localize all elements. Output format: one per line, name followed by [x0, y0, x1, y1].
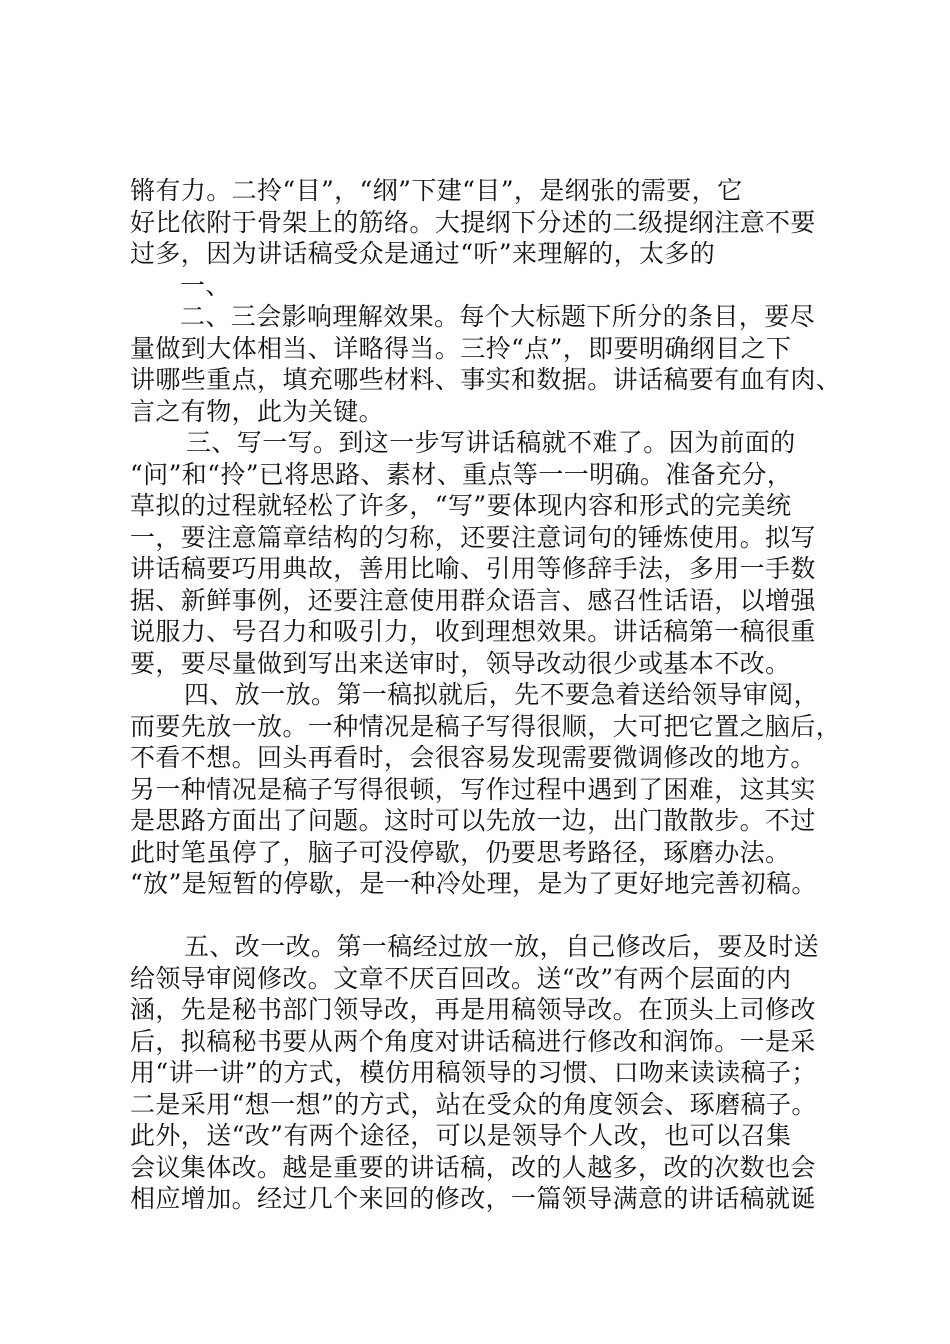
text-line: 五、改一改。第一稿经过放一放，自己修改后，要及时送 — [184, 932, 820, 961]
text-line: 另一种情况是稿子写得很顿，写作过程中遇到了困难，这其实 — [130, 774, 816, 804]
text-line: 量做到大体相当、详略得当。三拎“点”，即要明确纲目之下 — [130, 333, 792, 363]
text-line: 言之有物，此为关键。 — [130, 396, 385, 426]
text-line: 会议集体改。越是重要的讲话稿，改的人越多，改的次数也会 — [130, 1152, 816, 1182]
text-line: 三、写一写。到这一步写讲话稿就不难了。因为前面的 — [186, 428, 796, 457]
text-line: 二是采用“想一想”的方式，站在受众的角度领会、琢磨稿子。 — [130, 1089, 817, 1119]
text-line: 说服力、号召力和吸引力，收到理想效果。讲话稿第一稿很重 — [130, 617, 816, 646]
text-line: 而要先放一放。一种情况是稿子写得很顺，大可把它置之脑后， — [130, 711, 842, 741]
text-line: “放”是短暂的停歇，是一种冷处理，是为了更好地完善初稿。 — [130, 869, 817, 898]
text-line: 后，拟稿秘书要从两个角度对讲话稿进行修改和润饰。一是采 — [130, 1026, 816, 1056]
text-line: 讲话稿要巧用典故，善用比喻、引用等修辞手法，多用一手数 — [130, 554, 816, 583]
body-text — [130, 175, 850, 1215]
blank-line — [130, 900, 850, 932]
text-line: 涵，先是秘书部门领导改，再是用稿领导改。在顶头上司修改 — [130, 995, 816, 1024]
text-line: 讲哪些重点，填充哪些材料、事实和数据。讲话稿要有血有肉、 — [130, 365, 842, 394]
text-line: 据、新鲜事例，还要注意使用群众语言、感召性话语，以增强 — [130, 585, 816, 615]
text-line: 锵有力。二拎“目”，“纲”下建“目”，是纲张的需要，它 — [130, 176, 743, 205]
text-line: 给领导审阅修改。文章不厌百回改。送“改”有两个层面的内 — [130, 963, 792, 993]
text-line: 此时笔虽停了，脑子可没停歇，仍要思考路径，琢磨办法。 — [130, 837, 791, 867]
text-line: 好比依附于骨架上的筋络。大提纲下分述的二级提纲注意不要 — [130, 207, 816, 237]
text-line: 要，要尽量做到写出来送审时，领导改动很少或基本不改。 — [130, 648, 791, 678]
text-line: 不看不想。回头再看时，会很容易发现需要微调修改的地方。 — [130, 743, 816, 772]
text-line: 二、三会影响理解效果。每个大标题下所分的条目，要尽 — [180, 302, 816, 331]
text-line: 是思路方面出了问题。这时可以先放一边，出门散散步。不过 — [130, 806, 816, 835]
text-line: 过多，因为讲话稿受众是通过“听”来理解的，太多的 — [130, 239, 716, 268]
text-line: 草拟的过程就轻松了许多，“写”要体现内容和形式的完美统 — [130, 491, 792, 520]
text-line: 此外，送“改”有两个途径，可以是领导个人改，也可以召集 — [130, 1121, 792, 1150]
text-line: 一、 — [180, 270, 231, 300]
text-line: “问”和“拎”已将思路、素材、重点等一一明确。准备充分， — [130, 459, 793, 489]
text-line: 四、放一放。第一稿拟就后，先不要急着送给领导审阅， — [184, 680, 820, 709]
text-line: 相应增加。经过几个来回的修改，一篇领导满意的讲话稿就诞 — [130, 1184, 816, 1213]
text-line: 用“讲一讲”的方式，模仿用稿领导的习惯、口吻来读读稿子； — [130, 1058, 817, 1087]
text-line: 一，要注意篇章结构的匀称，还要注意词句的锤炼使用。拟写 — [130, 522, 816, 552]
